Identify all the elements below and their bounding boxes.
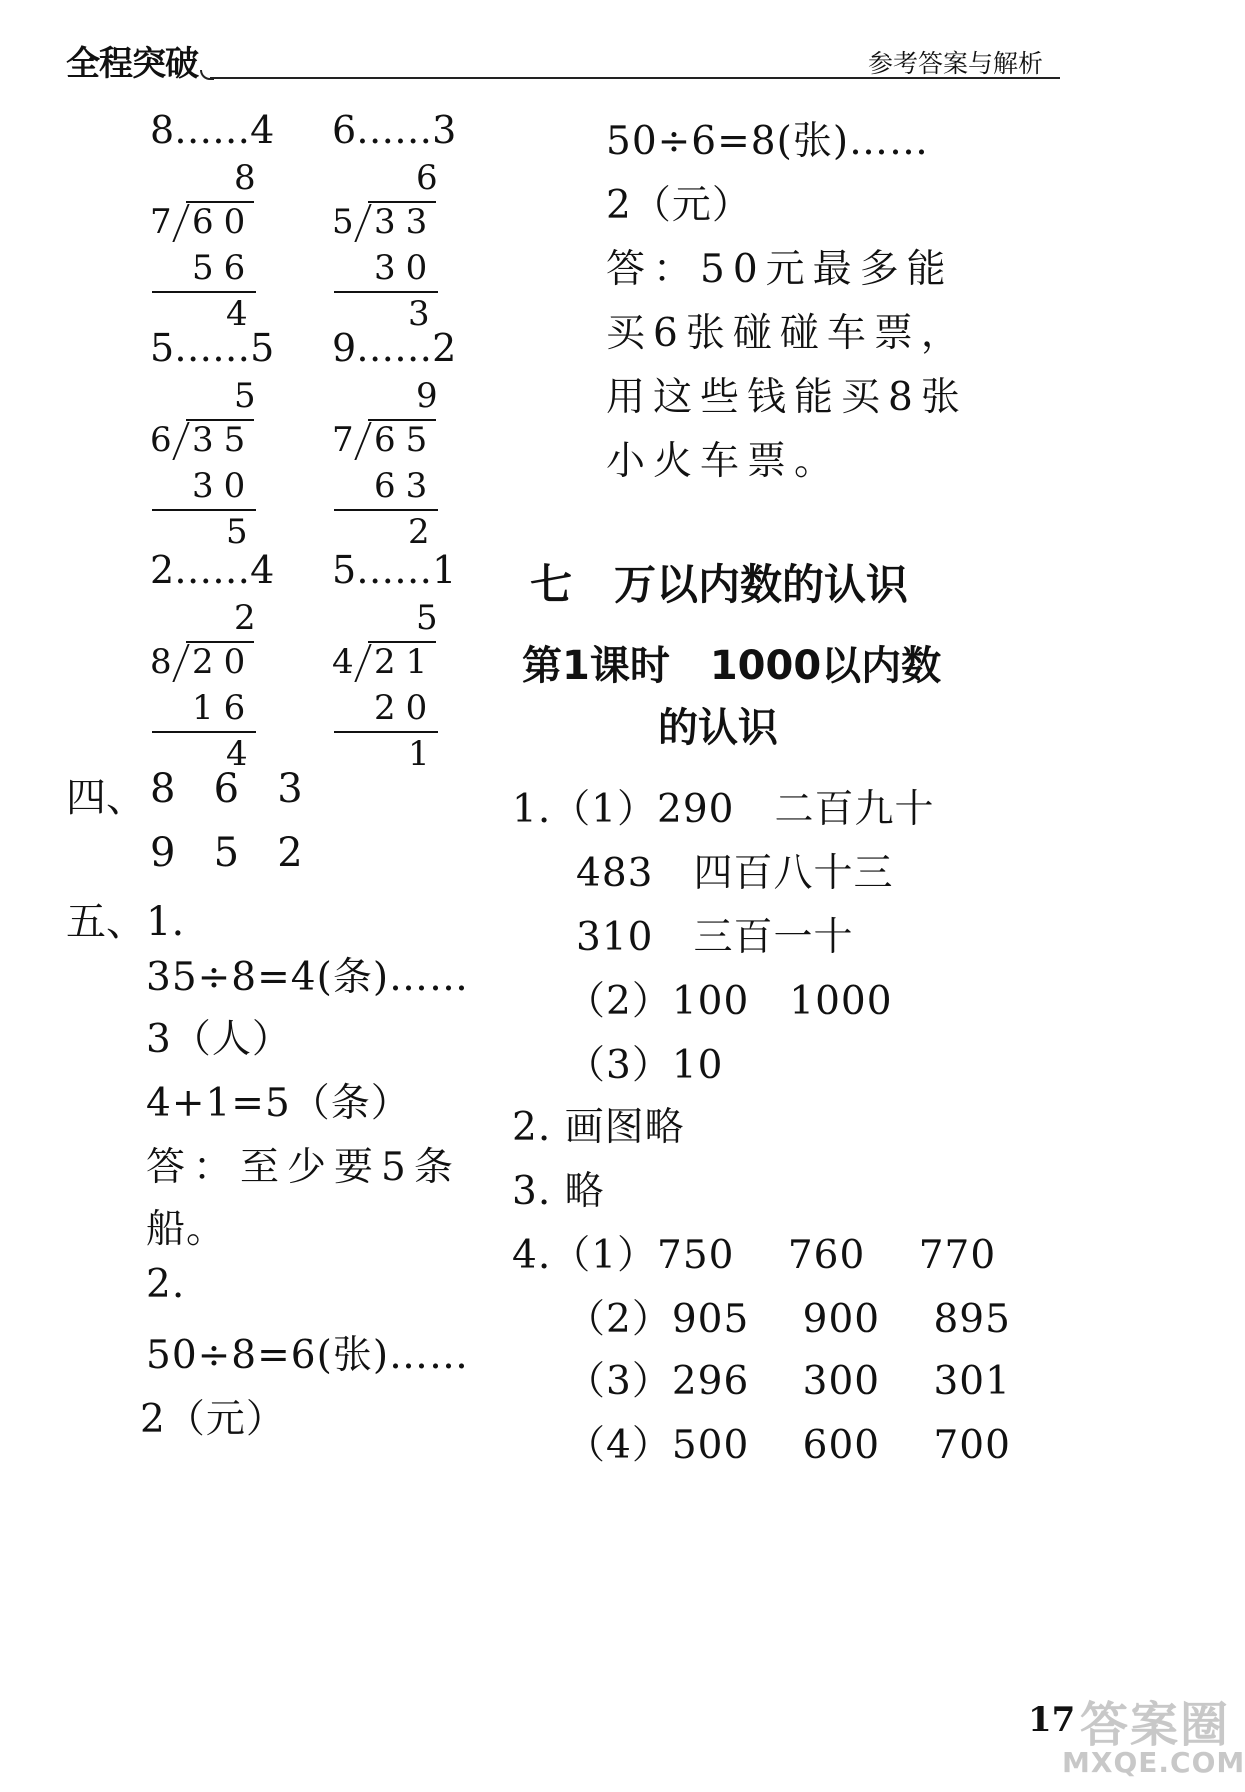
answer1-part2: （2）100 1000 (566, 979, 893, 1024)
long-division (150, 548, 300, 774)
division-dividend: 35 (192, 420, 256, 460)
answer2: 2. 画图略 (512, 1105, 685, 1150)
division-quotient: 5 (234, 376, 256, 416)
answer4-part2: （2）905 900 895 (566, 1297, 1011, 1342)
lesson-title-line1: 第1课时 1000以内数 (522, 643, 942, 689)
problem2-line2: 2（元） (140, 1397, 286, 1442)
division-quotient: 5 (416, 598, 438, 638)
long-division (150, 326, 300, 552)
division-result: 2……4 (150, 548, 275, 592)
page-number: 17 (1028, 1700, 1076, 1740)
division-underline (152, 509, 256, 511)
division-dividend: 60 (192, 202, 256, 242)
division-remainder: 1 (408, 734, 430, 774)
problem1-line2: 3（人） (146, 1017, 292, 1062)
division-quotient: 6 (416, 158, 438, 198)
division-quotient: 8 (234, 158, 256, 198)
header-title: 参考答案与解析 (868, 49, 1044, 78)
division-divisor: 5 (332, 202, 354, 242)
division-dividend: 20 (192, 642, 256, 682)
division-result: 5……5 (150, 326, 275, 370)
answer4-part1: 4.（1）750 760 770 (512, 1233, 997, 1278)
long-division (332, 108, 482, 334)
answer1-part1-c: 310 三百一十 (576, 915, 854, 960)
division-dividend: 33 (374, 202, 438, 242)
division-underline (334, 291, 438, 293)
division-divisor: 7 (332, 420, 354, 460)
division-result: 9……2 (332, 326, 457, 370)
division-bracket (172, 422, 189, 460)
right-answer-line3: 用这些钱能买8张 (606, 375, 968, 420)
division-dividend: 21 (374, 642, 438, 682)
division-bracket (354, 204, 371, 242)
watermark-logo: 答案圈 (1080, 1697, 1231, 1753)
division-product: 20 (374, 688, 438, 728)
division-product: 16 (192, 688, 256, 728)
division-bracket (172, 644, 189, 682)
right-answer-line2: 买6张碰碰车票， (606, 311, 968, 356)
right-answer-line1: 答：50元最多能 (606, 247, 954, 292)
answer1-part3: （3）10 (566, 1043, 724, 1088)
division-result: 8……4 (150, 108, 275, 152)
right-line1: 50÷6=8(张)…… (606, 119, 930, 164)
answer1-part1: 1.（1）290 二百九十 (512, 787, 935, 832)
division-underline (334, 731, 438, 733)
division-product: 30 (374, 248, 438, 288)
watermark-url: MXQE.COM (1062, 1746, 1245, 1779)
problem1-line1: 35÷8=4(条)…… (146, 955, 470, 1000)
division-result: 5……1 (332, 548, 457, 592)
answer3: 3. 略 (512, 1169, 605, 1214)
division-bracket (172, 204, 189, 242)
section-four-label: 四、 (66, 775, 146, 821)
division-quotient: 9 (416, 376, 438, 416)
problem2-label: 2. (146, 1262, 186, 1307)
division-dividend: 65 (374, 420, 438, 460)
problem1-line3: 4+1=5（条） (146, 1081, 411, 1126)
right-line2: 2（元） (606, 183, 752, 228)
division-remainder: 2 (408, 512, 430, 552)
division-bracket (354, 422, 371, 460)
section-four-row1: 8 6 3 (150, 766, 303, 812)
answer4-part3: （3）296 300 301 (566, 1359, 1011, 1404)
division-underline (152, 731, 256, 733)
division-product: 56 (192, 248, 256, 288)
long-division (332, 548, 482, 774)
division-remainder: 3 (408, 294, 430, 334)
division-remainder: 4 (226, 294, 248, 334)
division-divisor: 7 (150, 202, 172, 242)
lesson-title-line2: 的认识 (658, 705, 778, 751)
division-product: 63 (374, 466, 438, 506)
division-quotient: 2 (234, 598, 256, 638)
long-division (332, 326, 482, 552)
section-title: 七 万以内数的认识 (530, 560, 909, 609)
problem2-line1: 50÷8=6(张)…… (146, 1333, 470, 1378)
division-result: 6……3 (332, 108, 457, 152)
section-four-row2: 9 5 2 (150, 830, 303, 876)
division-underline (334, 509, 438, 511)
division-underline (152, 291, 256, 293)
division-remainder: 5 (226, 512, 248, 552)
division-divisor: 4 (332, 642, 354, 682)
brand-logo: 全程突破 (66, 44, 198, 84)
division-remainder: 4 (226, 734, 248, 774)
answer1-part1-b: 483 四百八十三 (576, 851, 894, 896)
section-five-label: 五、1. (66, 899, 185, 945)
right-answer-line4: 小火车票。 (606, 439, 842, 484)
division-divisor: 8 (150, 642, 172, 682)
division-divisor: 6 (150, 420, 172, 460)
answer4-part4: （4）500 600 700 (566, 1423, 1011, 1468)
long-division (150, 108, 300, 334)
problem1-answer: 答：至少要5条 (146, 1145, 461, 1190)
division-product: 30 (192, 466, 256, 506)
problem1-answer-cont: 船。 (146, 1207, 227, 1252)
division-bracket (354, 644, 371, 682)
